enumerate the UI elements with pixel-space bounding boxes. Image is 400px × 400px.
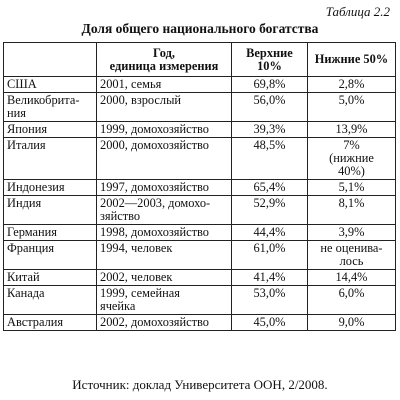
cell-top-10: 52,9% (232, 196, 308, 225)
table-row (4, 315, 396, 331)
cell-country: Япония (4, 122, 97, 138)
header-year-unit: Год, единица измерения (97, 43, 232, 77)
cell-bottom-50: 5,1% (308, 180, 396, 196)
table-body (4, 77, 396, 331)
table-row (4, 241, 396, 270)
cell-country: Франция (4, 241, 97, 270)
table-row (4, 77, 396, 93)
table-row (4, 138, 396, 180)
cell-year-unit: 2001, семья (97, 77, 232, 93)
cell-country: Индонезия (4, 180, 97, 196)
cell-bottom-50: 14,4% (308, 270, 396, 286)
wealth-table (3, 42, 396, 331)
cell-bottom-50: не оценива- лось (308, 241, 396, 270)
cell-country: США (4, 77, 97, 93)
table-row (4, 196, 396, 225)
cell-bottom-50: 8,1% (308, 196, 396, 225)
table-row (4, 93, 396, 122)
cell-year-unit: 2002, человек (97, 270, 232, 286)
cell-top-10: 45,0% (232, 315, 308, 331)
cell-top-10: 48,5% (232, 138, 308, 180)
cell-country: Китай (4, 270, 97, 286)
table-row (4, 122, 396, 138)
cell-country: Индия (4, 196, 97, 225)
source-note: Источник: доклад Университета ООН, 2/2008. (72, 377, 328, 392)
cell-year-unit: 2002, домохозяйство (97, 315, 232, 331)
cell-bottom-50: 3,9% (308, 225, 396, 241)
cell-year-unit: 2000, взрослый (97, 93, 232, 122)
header-row (4, 43, 396, 77)
header-bottom-50: Нижние 50% (308, 43, 396, 77)
table-row (4, 225, 396, 241)
cell-bottom-50: 6,0% (308, 286, 396, 315)
cell-top-10: 39,3% (232, 122, 308, 138)
cell-top-10: 61,0% (232, 241, 308, 270)
cell-top-10: 56,0% (232, 93, 308, 122)
cell-bottom-50: 7% (нижние 40%) (308, 138, 396, 180)
cell-top-10: 44,4% (232, 225, 308, 241)
cell-bottom-50: 13,9% (308, 122, 396, 138)
cell-country: Великобрита- ния (4, 93, 97, 122)
table-row (4, 286, 396, 315)
cell-top-10: 41,4% (232, 270, 308, 286)
cell-country: Германия (4, 225, 97, 241)
cell-country: Австралия (4, 315, 97, 331)
cell-country: Канада (4, 286, 97, 315)
cell-country: Италия (4, 138, 97, 180)
header-top-10: Верхние 10% (232, 43, 308, 77)
cell-year-unit: 1998, домохозяйство (97, 225, 232, 241)
cell-top-10: 65,4% (232, 180, 308, 196)
table-number: Таблица 2.2 (325, 4, 390, 19)
cell-bottom-50: 9,0% (308, 315, 396, 331)
cell-year-unit: 1997, домохозяйство (97, 180, 232, 196)
cell-year-unit: 1999, домохозяйство (97, 122, 232, 138)
cell-bottom-50: 2,8% (308, 77, 396, 93)
table-row (4, 180, 396, 196)
cell-year-unit: 1999, семейная ячейка (97, 286, 232, 315)
table-row (4, 270, 396, 286)
cell-top-10: 69,8% (232, 77, 308, 93)
cell-year-unit: 2002—2003, домохо- зяйство (97, 196, 232, 225)
cell-top-10: 53,0% (232, 286, 308, 315)
header-country (4, 43, 97, 77)
cell-year-unit: 2000, домохозяйство (97, 138, 232, 180)
table-title: Доля общего национального богатства (81, 21, 319, 36)
cell-bottom-50: 5,0% (308, 93, 396, 122)
cell-year-unit: 1994, человек (97, 241, 232, 270)
